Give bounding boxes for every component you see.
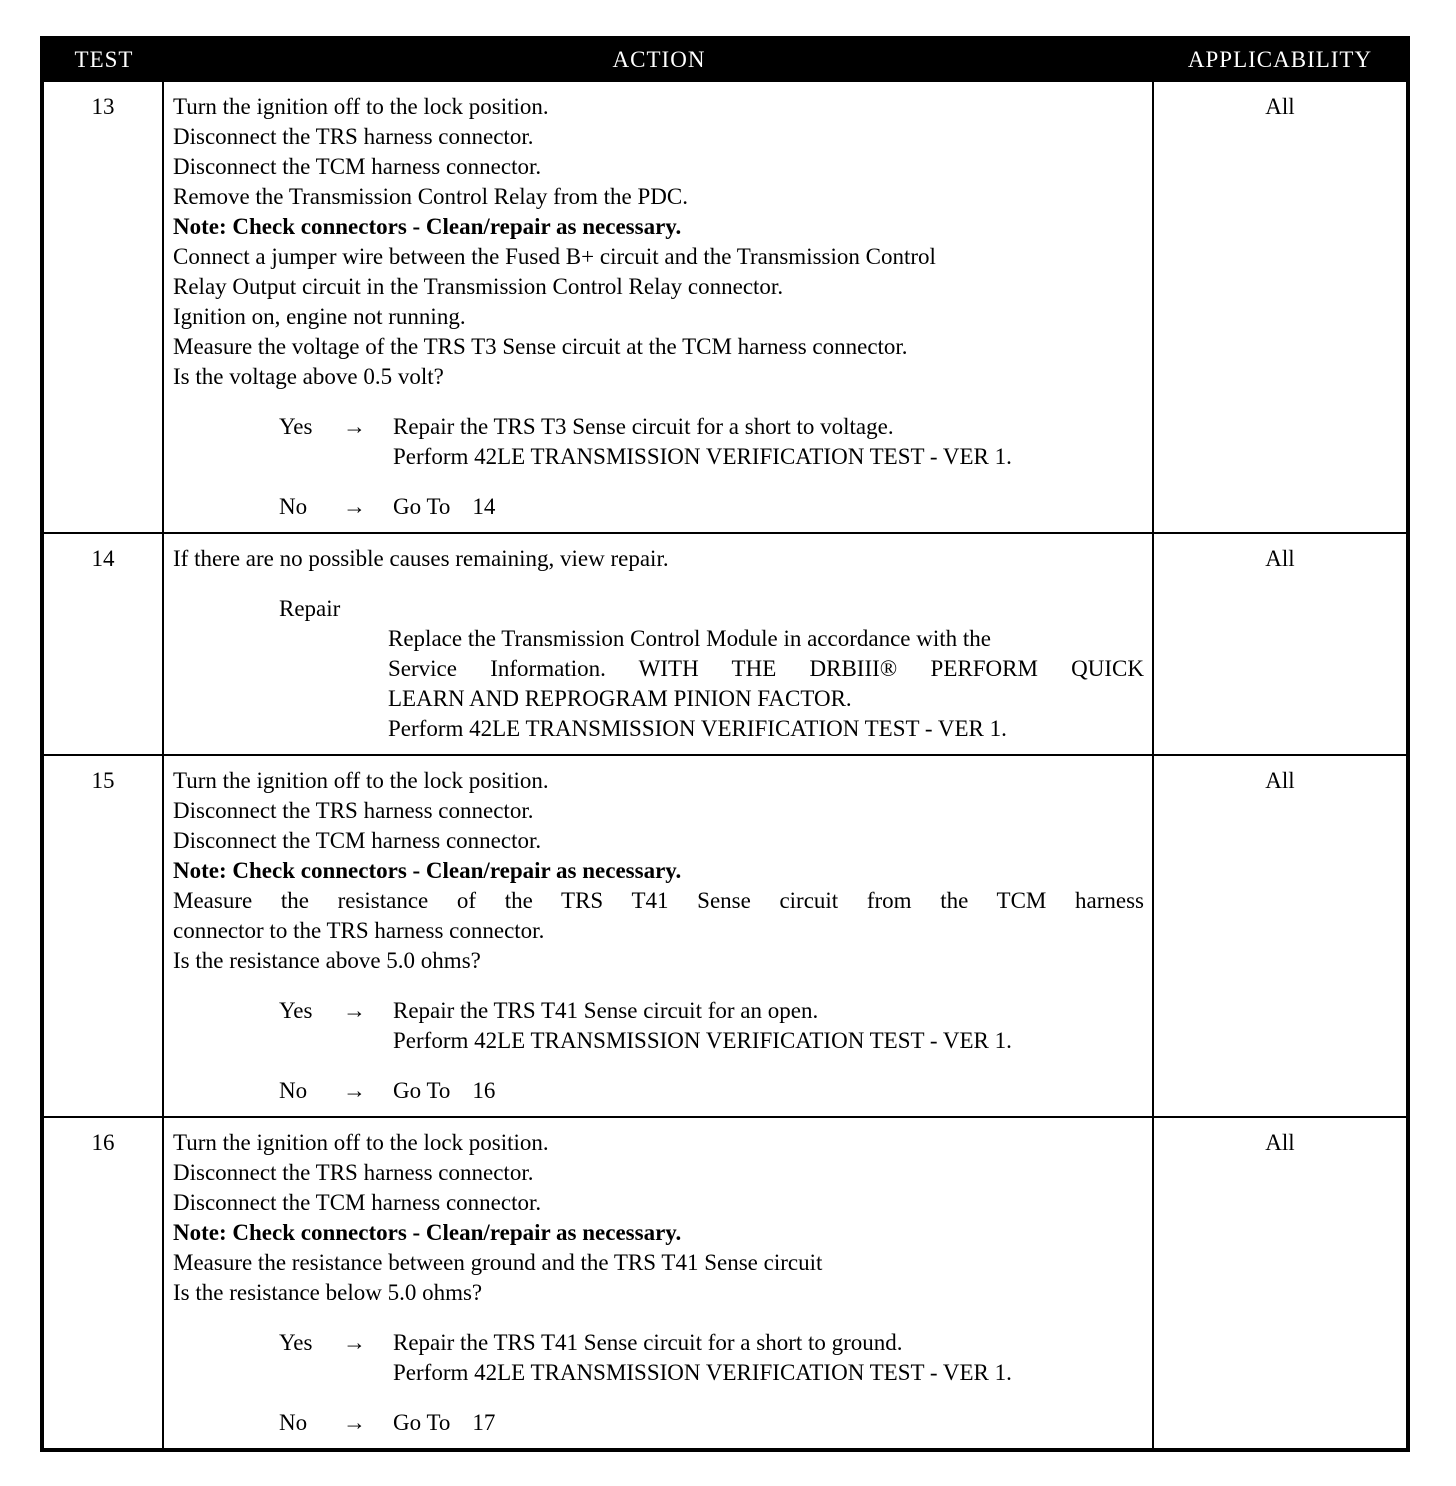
note-line: Note: Check connectors - Clean/repair as necessary. bbox=[173, 214, 682, 239]
applicability-value: All bbox=[1265, 546, 1295, 571]
repair-line: Perform 42LE TRANSMISSION VERIFICATION TEST - VER 1. bbox=[388, 716, 1007, 741]
action-line: Relay Output circuit in the Transmission Control Relay connector. bbox=[173, 274, 784, 299]
table-row bbox=[44, 1116, 1406, 1448]
test-number: 16 bbox=[44, 1118, 164, 1448]
diagnostic-test-table bbox=[40, 36, 1410, 1452]
arrow-right-icon: → bbox=[343, 1410, 366, 1435]
yes-body bbox=[393, 996, 1144, 1056]
action-line: Ignition on, engine not running. bbox=[173, 304, 466, 329]
table-row bbox=[44, 754, 1406, 1116]
applicability-value: All bbox=[1265, 94, 1295, 119]
yes-label: Yes bbox=[279, 414, 313, 439]
arrow-right-icon: → bbox=[343, 414, 366, 439]
action-line: Turn the ignition off to the lock position. bbox=[173, 768, 549, 793]
action-line: Disconnect the TCM harness connector. bbox=[173, 1190, 542, 1215]
action-line: Turn the ignition off to the lock position. bbox=[173, 94, 549, 119]
arrow-right-icon: → bbox=[343, 998, 366, 1023]
header-applicability: APPLICABILITY bbox=[1187, 47, 1373, 72]
test-number: 14 bbox=[44, 534, 164, 754]
yes-line: Perform 42LE TRANSMISSION VERIFICATION TEST - VER 1. bbox=[393, 1360, 1012, 1385]
yes-body bbox=[393, 1328, 1144, 1388]
header-action: ACTION bbox=[612, 47, 706, 72]
action-line: Disconnect the TRS harness connector. bbox=[173, 1160, 534, 1185]
no-label: No bbox=[279, 1410, 308, 1435]
yes-label: Yes bbox=[279, 998, 313, 1023]
header-test: TEST bbox=[74, 47, 134, 72]
repair-label: Repair bbox=[279, 596, 341, 621]
answers bbox=[173, 996, 1144, 1106]
yes-line: Repair the TRS T3 Sense circuit for a short to voltage. bbox=[393, 414, 894, 439]
yes-line: Perform 42LE TRANSMISSION VERIFICATION TEST - VER 1. bbox=[393, 1028, 1012, 1053]
goto-number: 16 bbox=[472, 1078, 496, 1103]
action-line: Disconnect the TRS harness connector. bbox=[173, 124, 534, 149]
applicability-value: All bbox=[1265, 768, 1295, 793]
no-label: No bbox=[279, 494, 308, 519]
action-cell bbox=[164, 756, 1154, 1116]
action-line: connector to the TRS harness connector. bbox=[173, 918, 545, 943]
answers bbox=[173, 1328, 1144, 1438]
applicability-value: All bbox=[1265, 1130, 1295, 1155]
action-cell bbox=[164, 1118, 1154, 1448]
table-row bbox=[44, 80, 1406, 532]
test-number: 13 bbox=[44, 82, 164, 532]
note-line: Note: Check connectors - Clean/repair as necessary. bbox=[173, 1220, 682, 1245]
goto-label: Go To bbox=[393, 1410, 451, 1435]
no-body bbox=[393, 492, 1144, 522]
arrow-right-icon: → bbox=[343, 1078, 366, 1103]
table-header bbox=[44, 40, 1406, 80]
table-row bbox=[44, 532, 1406, 754]
action-line: If there are no possible causes remaining, view repair. bbox=[173, 546, 669, 571]
goto-label: Go To bbox=[393, 1078, 451, 1103]
action-line: Measure the voltage of the TRS T3 Sense circuit at the TCM harness connector. bbox=[173, 334, 908, 359]
action-line: Measure the resistance of the TRS T41 Sense circuit from the TCM harness bbox=[173, 888, 1144, 913]
action-cell bbox=[164, 534, 1154, 754]
action-line: Connect a jumper wire between the Fused B+ circuit and the Transmission Control bbox=[173, 244, 936, 269]
yes-body bbox=[393, 412, 1144, 472]
arrow-right-icon: → bbox=[343, 1330, 366, 1355]
question-line: Is the resistance below 5.0 ohms? bbox=[173, 1280, 483, 1305]
goto-label: Go To bbox=[393, 494, 451, 519]
no-answer bbox=[173, 492, 1144, 522]
action-line: Disconnect the TRS harness connector. bbox=[173, 798, 534, 823]
no-answer bbox=[173, 1408, 1144, 1438]
note-line: Note: Check connectors - Clean/repair as necessary. bbox=[173, 858, 682, 883]
answers bbox=[173, 412, 1144, 522]
yes-label: Yes bbox=[279, 1330, 313, 1355]
action-line: Remove the Transmission Control Relay from the PDC. bbox=[173, 184, 688, 209]
yes-line: Repair the TRS T41 Sense circuit for a short to ground. bbox=[393, 1330, 903, 1355]
goto-number: 17 bbox=[472, 1410, 496, 1435]
repair-body bbox=[388, 624, 1144, 744]
repair-line: LEARN AND REPROGRAM PINION FACTOR. bbox=[388, 686, 852, 711]
question-line: Is the voltage above 0.5 volt? bbox=[173, 364, 444, 389]
arrow-right-icon: → bbox=[343, 494, 366, 519]
repair-line: Replace the Transmission Control Module in accordance with the bbox=[388, 626, 991, 651]
action-line: Turn the ignition off to the lock position. bbox=[173, 1130, 549, 1155]
action-line: Disconnect the TCM harness connector. bbox=[173, 828, 542, 853]
no-label: No bbox=[279, 1078, 308, 1103]
action-line: Disconnect the TCM harness connector. bbox=[173, 154, 542, 179]
yes-answer bbox=[173, 1328, 1144, 1388]
action-cell bbox=[164, 82, 1154, 532]
yes-line: Repair the TRS T41 Sense circuit for an open. bbox=[393, 998, 819, 1023]
test-number: 15 bbox=[44, 756, 164, 1116]
repair-line: Service Information. WITH THE DRBIII® PERFORM QUICK bbox=[388, 656, 1144, 681]
yes-answer bbox=[173, 996, 1144, 1056]
no-answer bbox=[173, 1076, 1144, 1106]
question-line: Is the resistance above 5.0 ohms? bbox=[173, 948, 481, 973]
no-body bbox=[393, 1076, 1144, 1106]
yes-answer bbox=[173, 412, 1144, 472]
no-body bbox=[393, 1408, 1144, 1438]
goto-number: 14 bbox=[472, 494, 496, 519]
yes-line: Perform 42LE TRANSMISSION VERIFICATION TEST - VER 1. bbox=[393, 444, 1012, 469]
action-line: Measure the resistance between ground and the TRS T41 Sense circuit bbox=[173, 1250, 823, 1275]
